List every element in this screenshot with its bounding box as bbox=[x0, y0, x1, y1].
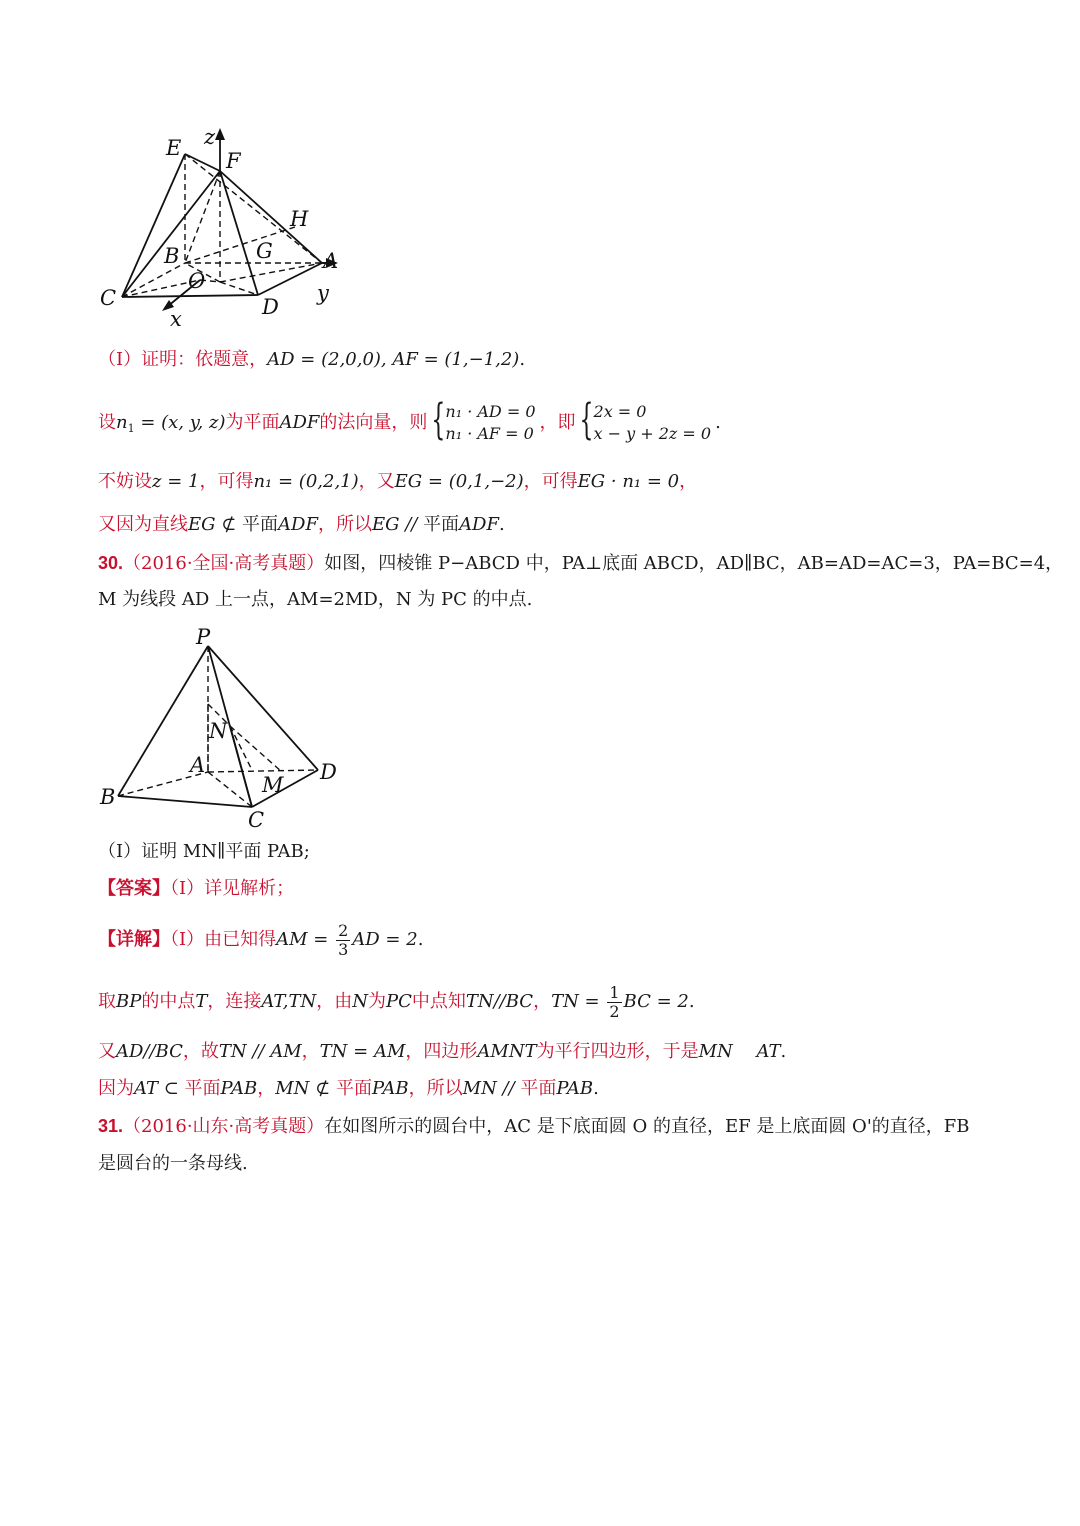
equation-system-2 bbox=[580, 401, 712, 445]
proof-text: 平面 bbox=[423, 514, 460, 535]
detail-math: BP bbox=[116, 991, 142, 1012]
detail-text: 又 bbox=[98, 1041, 116, 1062]
detail-line-2 bbox=[98, 980, 695, 1024]
question-text: 是圆台的一条母线. bbox=[98, 1153, 248, 1174]
detail-math: AD = 2 bbox=[352, 929, 418, 950]
fraction-two-thirds bbox=[336, 922, 350, 959]
detail-line-1 bbox=[98, 918, 423, 962]
label-E: E bbox=[166, 136, 182, 160]
detail-math: TN = AM bbox=[319, 1041, 406, 1062]
detail-text: ， bbox=[533, 991, 552, 1012]
detail-text: 的中点 bbox=[141, 991, 196, 1012]
proof-text: 的法向量，则 bbox=[319, 412, 428, 433]
answer-tag: 【答案】 bbox=[98, 878, 170, 899]
detail-math: AD//BC bbox=[116, 1041, 183, 1062]
detail-line-4 bbox=[98, 1077, 599, 1101]
proof-text: 不妨设 bbox=[98, 471, 152, 492]
detail-text: ， bbox=[257, 1078, 276, 1099]
detail-math: AT ⊂ bbox=[134, 1078, 185, 1099]
fraction-numerator: 1 bbox=[609, 982, 620, 1002]
detail-math: T bbox=[195, 991, 208, 1012]
question-source: （2016·山东·高考真题） bbox=[123, 1116, 325, 1137]
label-B: B bbox=[164, 244, 180, 268]
detail-math: TN = bbox=[551, 991, 606, 1012]
question-source: （2016·全国·高考真题） bbox=[123, 553, 325, 574]
detail-math: PAB bbox=[220, 1078, 258, 1099]
equation-system-1 bbox=[431, 401, 535, 445]
label-H: H bbox=[290, 207, 309, 231]
question-text: 在如图所示的圆台中，AC 是下底面圆 O 的直径，EF 是上底面圆 O'的直径，FB bbox=[324, 1116, 970, 1137]
question-30-part-1 bbox=[98, 840, 310, 864]
proof-math: ADF bbox=[279, 412, 320, 433]
question-number: 30. bbox=[98, 553, 124, 573]
label-O: O bbox=[188, 269, 206, 293]
answer-line bbox=[98, 877, 294, 901]
detail-math: PAB bbox=[556, 1078, 594, 1099]
proof-math: n bbox=[116, 412, 128, 433]
system-row: n₁ · AF = 0 bbox=[445, 424, 534, 443]
detail-text: 取 bbox=[98, 991, 116, 1012]
question-30-line-1 bbox=[98, 551, 1063, 576]
detail-text: 为平行四边形，于是 bbox=[536, 1041, 699, 1062]
fraction-denominator: 3 bbox=[338, 939, 349, 959]
proof-text: 设 bbox=[98, 412, 116, 433]
detail-math: MN ⊄ bbox=[275, 1078, 336, 1099]
detail-line-3 bbox=[98, 1040, 786, 1064]
proof-text: ，即 bbox=[539, 412, 576, 433]
label-C: C bbox=[248, 808, 265, 832]
proof-line-4 bbox=[98, 513, 505, 537]
question-31-line-2 bbox=[98, 1152, 248, 1176]
proof-text: . bbox=[498, 514, 505, 535]
proof-math: EG ⊄ bbox=[188, 514, 243, 535]
figure-2-pyramid bbox=[92, 622, 352, 832]
question-text: M 为线段 AD 上一点，AM=2MD，N 为 PC 的中点. bbox=[98, 589, 533, 610]
proof-line-2 bbox=[98, 398, 721, 448]
label-D: D bbox=[262, 295, 279, 319]
proof-text: 为平面 bbox=[225, 412, 280, 433]
fraction-one-half bbox=[607, 984, 621, 1021]
label-y: y bbox=[317, 281, 329, 305]
detail-text: ，故 bbox=[182, 1041, 219, 1062]
proof-text: . bbox=[519, 349, 526, 370]
answer-text: （Ⅰ）详见解析； bbox=[170, 878, 295, 899]
detail-math: AMNT bbox=[477, 1041, 537, 1062]
proof-text: ，可得 bbox=[199, 471, 254, 492]
detail-text: . bbox=[417, 929, 424, 950]
detail-math: N bbox=[352, 991, 368, 1012]
proof-line-1 bbox=[98, 348, 525, 372]
proof-math: AD = (2,0,0), AF = (1,−1,2) bbox=[267, 349, 520, 370]
detail-text: ，由 bbox=[316, 991, 353, 1012]
detail-text: . bbox=[593, 1078, 599, 1099]
proof-text: 平面 bbox=[242, 514, 279, 535]
label-A: A bbox=[323, 249, 339, 273]
detail-text: ，四边形 bbox=[405, 1041, 478, 1062]
detail-text: ， bbox=[301, 1041, 320, 1062]
proof-math: EG = (0,1,−2) bbox=[394, 471, 524, 492]
proof-math: n₁ = (0,2,1) bbox=[253, 471, 359, 492]
proof-text: ， bbox=[679, 471, 698, 492]
question-text: 如图，四棱锥 P−ABCD 中，PA⊥底面 ABCD，AD∥BC，AB=AD=AC=3，PA=BC=4， bbox=[324, 553, 1064, 574]
detail-text: 平面 bbox=[335, 1078, 372, 1099]
proof-text: （Ⅰ）证明：依题意， bbox=[98, 349, 268, 370]
label-C: C bbox=[100, 286, 117, 310]
detail-math: AM = bbox=[276, 929, 335, 950]
question-31-line-1 bbox=[98, 1114, 969, 1139]
detail-text: （Ⅰ）由已知得 bbox=[170, 929, 277, 950]
system-row: { 2x = 0 bbox=[593, 402, 647, 421]
proof-math: EG · n₁ = 0 bbox=[577, 471, 680, 492]
question-number: 31. bbox=[98, 1116, 124, 1136]
detail-math: BC = 2 bbox=[623, 991, 689, 1012]
proof-math: = (x, y, z) bbox=[134, 412, 226, 433]
label-G: G bbox=[256, 239, 273, 263]
detail-math: PC bbox=[385, 991, 412, 1012]
detail-text: 平面 bbox=[184, 1078, 221, 1099]
detail-text: 中点知 bbox=[411, 991, 466, 1012]
label-D: D bbox=[320, 760, 337, 784]
proof-line-3 bbox=[98, 470, 697, 494]
detail-text: . bbox=[780, 1041, 787, 1062]
label-M: M bbox=[262, 773, 284, 797]
proof-text: . bbox=[715, 412, 721, 433]
detail-text: ，连接 bbox=[207, 991, 262, 1012]
proof-math: ADF bbox=[459, 514, 499, 535]
detail-math: TN // AM bbox=[218, 1041, 302, 1062]
figure-1-polyhedron bbox=[90, 122, 350, 332]
proof-text: 又因为直线 bbox=[98, 514, 188, 535]
proof-text: ，所以 bbox=[317, 514, 372, 535]
detail-tag: 【详解】 bbox=[98, 929, 170, 950]
label-F: F bbox=[226, 149, 241, 173]
proof-math: EG // bbox=[371, 514, 424, 535]
detail-text: 因为 bbox=[98, 1078, 134, 1099]
detail-text: 平面 bbox=[520, 1078, 557, 1099]
label-z: z bbox=[204, 125, 216, 149]
system-row: { n₁ · AD = 0 bbox=[445, 402, 536, 421]
fraction-denominator: 2 bbox=[609, 1001, 620, 1021]
detail-text: ，所以 bbox=[408, 1078, 463, 1099]
proof-text: ，可得 bbox=[523, 471, 578, 492]
detail-math: MN AT bbox=[698, 1041, 781, 1062]
question-30-line-2 bbox=[98, 588, 532, 612]
proof-math: ADF bbox=[278, 514, 318, 535]
label-x: x bbox=[170, 307, 182, 331]
proof-sub: 1 bbox=[127, 422, 135, 435]
label-A: A bbox=[190, 753, 206, 777]
detail-math: AT,TN bbox=[261, 991, 317, 1012]
question-text: （Ⅰ）证明 MN∥平面 PAB; bbox=[98, 841, 310, 862]
detail-text: 为 bbox=[367, 991, 386, 1012]
proof-text: ，又 bbox=[358, 471, 395, 492]
detail-math: PAB bbox=[371, 1078, 409, 1099]
system-row: x − y + 2z = 0 bbox=[593, 424, 712, 443]
detail-math: TN//BC bbox=[465, 991, 534, 1012]
label-B: B bbox=[100, 785, 116, 809]
fraction-numerator: 2 bbox=[338, 920, 349, 940]
detail-text: . bbox=[688, 991, 695, 1012]
proof-math: z = 1 bbox=[152, 471, 200, 492]
label-P: P bbox=[196, 625, 211, 649]
label-N: N bbox=[209, 719, 228, 743]
detail-math: MN // bbox=[462, 1078, 521, 1099]
